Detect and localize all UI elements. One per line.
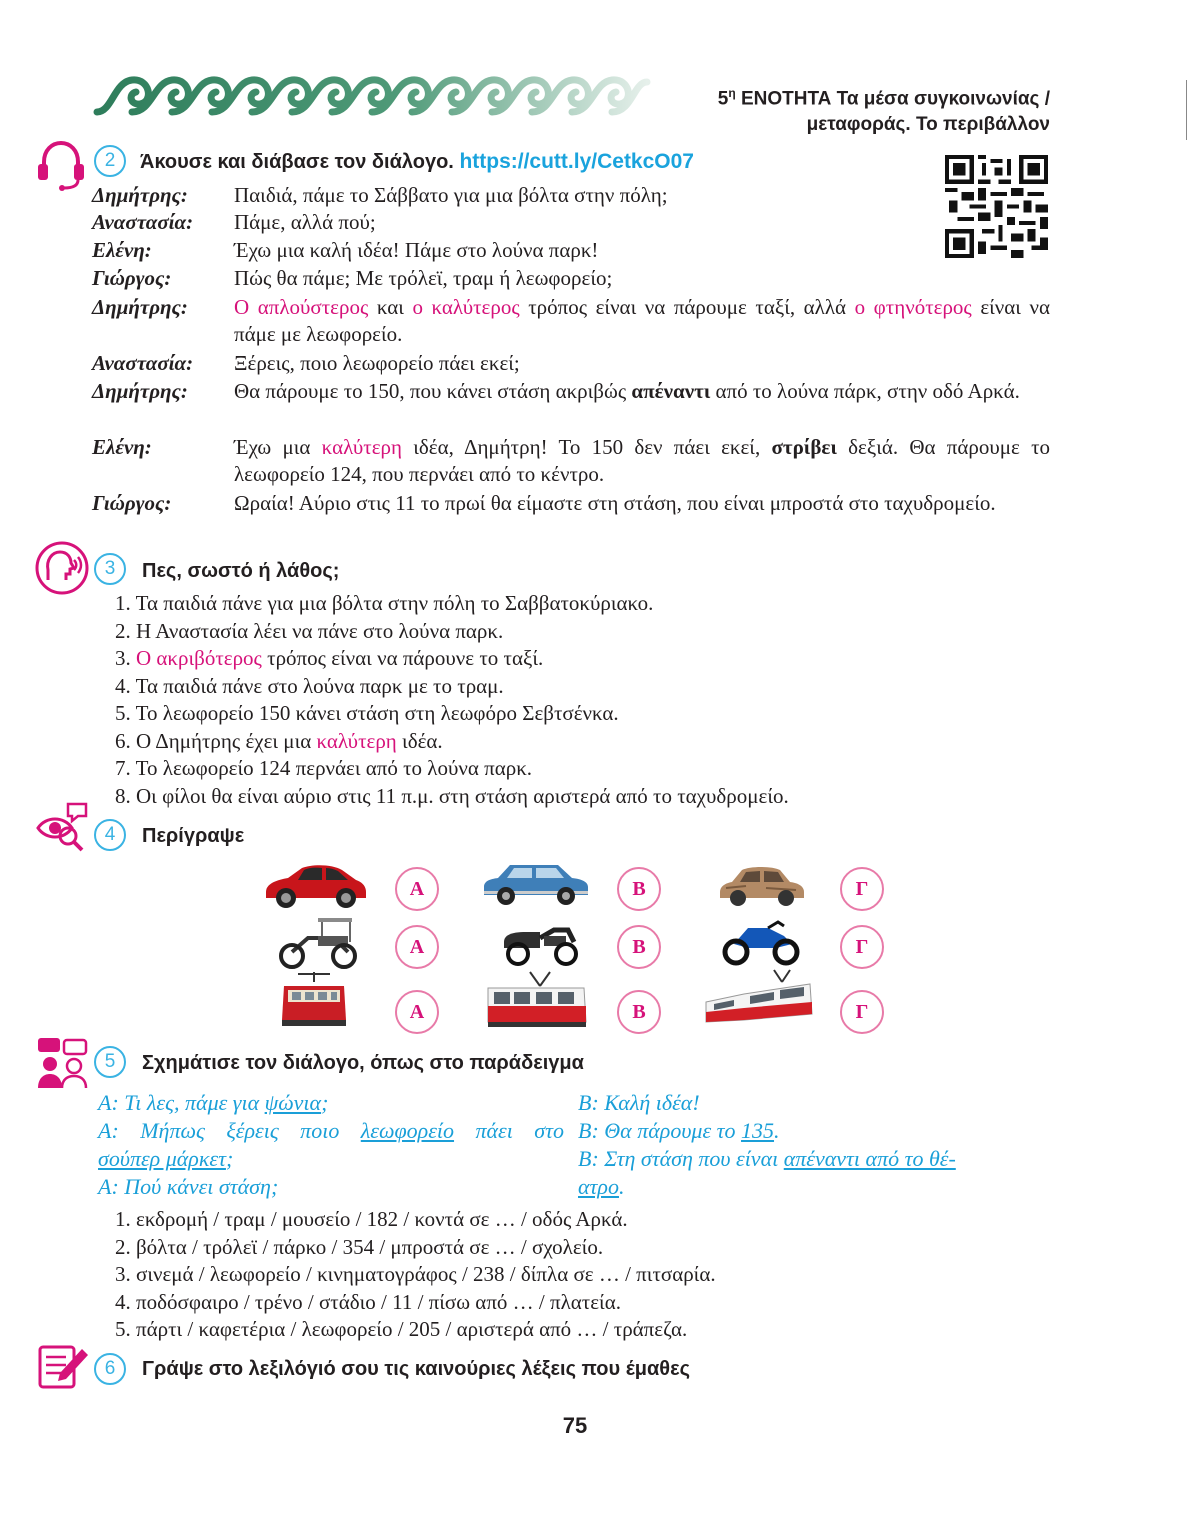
exercise-5-title: Σχημάτισε τον διάλογο, όπως στο παράδειγμα: [142, 1052, 584, 1074]
example-line: Α: Τι λες, πάμε για ψώνια;: [98, 1090, 329, 1115]
speaker: Ελένη:: [92, 435, 152, 459]
list-item: 3. σινεμά / λεωφορείο / κινηματογράφος / 238 / δίπλα σε … / πιτσαρία.: [115, 1262, 716, 1286]
exercise-number-2: 2: [94, 145, 126, 177]
utterance: Πάμε, αλλά πού;: [234, 210, 376, 234]
list-item: 1. εκδρομή / τραμ / μουσείο / 182 / κοντά σε … / οδός Αρκά.: [115, 1207, 628, 1231]
sidecar-motorcycle-image: [496, 912, 580, 968]
example-dialogue-right: [578, 1089, 1048, 1201]
utterance: Ωραία! Αύριο στις 11 το πρωί θα είμαστε στη στάση, που είναι μπροστά στο ταχυδρομείο.: [234, 491, 996, 515]
list-item: 7. Το λεωφορείο 124 περνάει από το λούνα παρκ.: [115, 756, 533, 780]
notebook-pencil-icon: [36, 1343, 90, 1391]
speaker: Δημήτρης:: [92, 183, 188, 207]
page-number: 75: [562, 1413, 588, 1438]
exercise-6-title: Γράψε στο λεξιλόγιό σου τις καινούριες λέξεις που έμαθες: [142, 1358, 690, 1380]
example-line: Β: Θα πάρουμε το 135.: [578, 1118, 780, 1143]
option-c[interactable]: Γ: [840, 867, 884, 911]
utterance: Έχω μια καλή ιδέα! Πάμε στο λούνα παρκ!: [234, 238, 599, 262]
exercise-number-5: 5: [94, 1046, 126, 1078]
example-line: Α: Πού κάνει στάση;: [98, 1174, 279, 1199]
eye-magnifier-icon: [34, 800, 90, 854]
speaker: Δημήτρης:: [92, 295, 188, 319]
list-item: 2. Η Αναστασία λέει να πάνε στο λούνα παρκ.: [115, 618, 504, 643]
dialogue-line-9: [92, 490, 1050, 544]
red-sports-car-image: [262, 858, 368, 910]
speaking-head-icon: [34, 540, 90, 596]
long-red-white-tram-image: [704, 968, 814, 1028]
blue-old-sedan-image: [480, 855, 592, 909]
dialogue-line-2: [92, 209, 1050, 236]
headphones-icon: [34, 138, 88, 192]
wave-pattern-decoration: [92, 72, 652, 118]
exercise-4-title: Περίγραψε: [142, 825, 245, 847]
option-a[interactable]: Α: [395, 990, 439, 1034]
dialogue-line-1: [92, 182, 1050, 209]
page-edge-line: [1186, 80, 1187, 140]
list-item: 2. βόλτα / τρόλεϊ / πάρκο / 354 / μπροστά σε … / σχολείο.: [115, 1234, 604, 1259]
example-line: Α: Μήπως ξέρεις ποιο λεωφορείο πάει στο: [98, 1118, 565, 1143]
list-item: 3. Ο ακριβότερος τρόπος είναι να πάρουνε το ταξί.: [115, 646, 544, 670]
dialogue-prompts-list: [115, 1206, 716, 1344]
option-b[interactable]: Β: [617, 867, 661, 911]
exercise-number-4: 4: [94, 819, 126, 851]
utterance: Ξέρεις, ποιο λεωφορείο πάει εκεί;: [234, 351, 520, 375]
dialogue-line-5: [92, 294, 1050, 348]
list-item: 6. Ο Δημήτρης έχει μια καλύτερη ιδέα.: [115, 728, 443, 753]
option-c[interactable]: Γ: [840, 925, 884, 969]
rusty-vintage-car-image: [716, 858, 808, 910]
blue-sport-motorbike-image: [718, 914, 804, 966]
true-false-list: [115, 590, 789, 810]
list-item: 5. πάρτι / καφετέρια / λεωφορείο / 205 / αριστερά από … / τράπεζα.: [115, 1317, 688, 1341]
option-c[interactable]: Γ: [840, 990, 884, 1034]
motor-tricycle-image: [278, 912, 360, 970]
example-line: Β: Στη στάση που είναι απέναντι από το θέ-: [578, 1146, 956, 1171]
audio-link[interactable]: https://cutt.ly/CetkcO07: [459, 150, 694, 173]
exercise-number-3: 3: [94, 553, 126, 585]
red-old-tram-image: [278, 970, 350, 1032]
example-dialogue-left: [98, 1089, 564, 1201]
utterance: Έχω μια καλύτερη ιδέα, Δημήτρη! Το 150 δεν πάει εκεί, στρίβει δεξιά. Θα πάρουμε το λεωφορείο 124, που περνάει από το κέντρο.: [234, 435, 1051, 486]
utterance: Πώς θα πάμε; Με τρόλεϊ, τραμ ή λεωφορείο;: [234, 266, 613, 290]
speaker: Αναστασία:: [92, 210, 194, 234]
unit-title-line2: μεταφοράς. Το περιβάλλον: [806, 114, 1050, 136]
list-item: 1. Τα παιδιά πάνε για μια βόλτα στην πόλη το Σαββατοκύριακο.: [115, 591, 654, 615]
utterance: Παιδιά, πάμε το Σάββατο για μια βόλτα στην πόλη;: [234, 183, 668, 207]
exercise-3-title: Πες, σωστό ή λάθος;: [142, 560, 340, 582]
exercise-number-6: 6: [94, 1353, 126, 1385]
speaker: Ελένη:: [92, 238, 152, 262]
example-line: ατρο.: [578, 1174, 625, 1199]
dialogue-line-8: [92, 434, 1050, 488]
list-item: 8. Οι φίλοι θα είναι αύριο στις 11 π.μ. στη στάση αριστερά από το ταχυδρομείο.: [115, 783, 789, 808]
dialogue-line-6: [92, 350, 1050, 377]
option-a[interactable]: Α: [395, 925, 439, 969]
speaker: Γιώργος:: [92, 266, 172, 290]
example-line: Β: Καλή ιδέα!: [578, 1090, 700, 1115]
exercise-2-title: Άκουσε και διάβασε τον διάλογο. https://cutt.ly/CetkcO07: [140, 150, 694, 173]
speaker: Δημήτρης:: [92, 379, 188, 403]
unit-title-line1: $5^\eta$ ΕΝΟΤΗΤΑ Τα μέσα συγκοινωνίας /: [717, 86, 1050, 110]
utterance: Ο απλούστερος και ο καλύτερος τρόπος είναι να πάρουμε ταξί, αλλά ο φτηνότερος είναι να πάμε με λεωφορείο.: [234, 295, 1050, 346]
dialogue-line-3: [92, 237, 1050, 264]
option-b[interactable]: Β: [617, 925, 661, 969]
example-line: σούπερ μάρκετ;: [98, 1146, 234, 1171]
list-item: 4. ποδόσφαιρο / τρένο / στάδιο / 11 / πίσω από … / πλατεία.: [115, 1289, 621, 1314]
list-item: 4. Τα παιδιά πάνε στο λούνα παρκ με το τραμ.: [115, 673, 504, 698]
unit-title: [718, 80, 1050, 138]
option-b[interactable]: Β: [617, 990, 661, 1034]
two-people-chat-icon: [34, 1034, 90, 1090]
option-a[interactable]: Α: [395, 867, 439, 911]
speaker: Αναστασία:: [92, 351, 194, 375]
list-item: 5. Το λεωφορείο 150 κάνει στάση στη λεωφόρο Σεβτσένκα.: [115, 701, 619, 725]
utterance: Θα πάρουμε το 150, που κάνει στάση ακριβώς απέναντι από το λούνα πάρκ, στην οδό Αρκά.: [234, 379, 1020, 403]
speaker: Γιώργος:: [92, 491, 172, 515]
dialogue-line-7: [92, 378, 1050, 432]
dialogue-line-4: [92, 265, 1050, 292]
red-white-tram-image: [484, 970, 590, 1032]
